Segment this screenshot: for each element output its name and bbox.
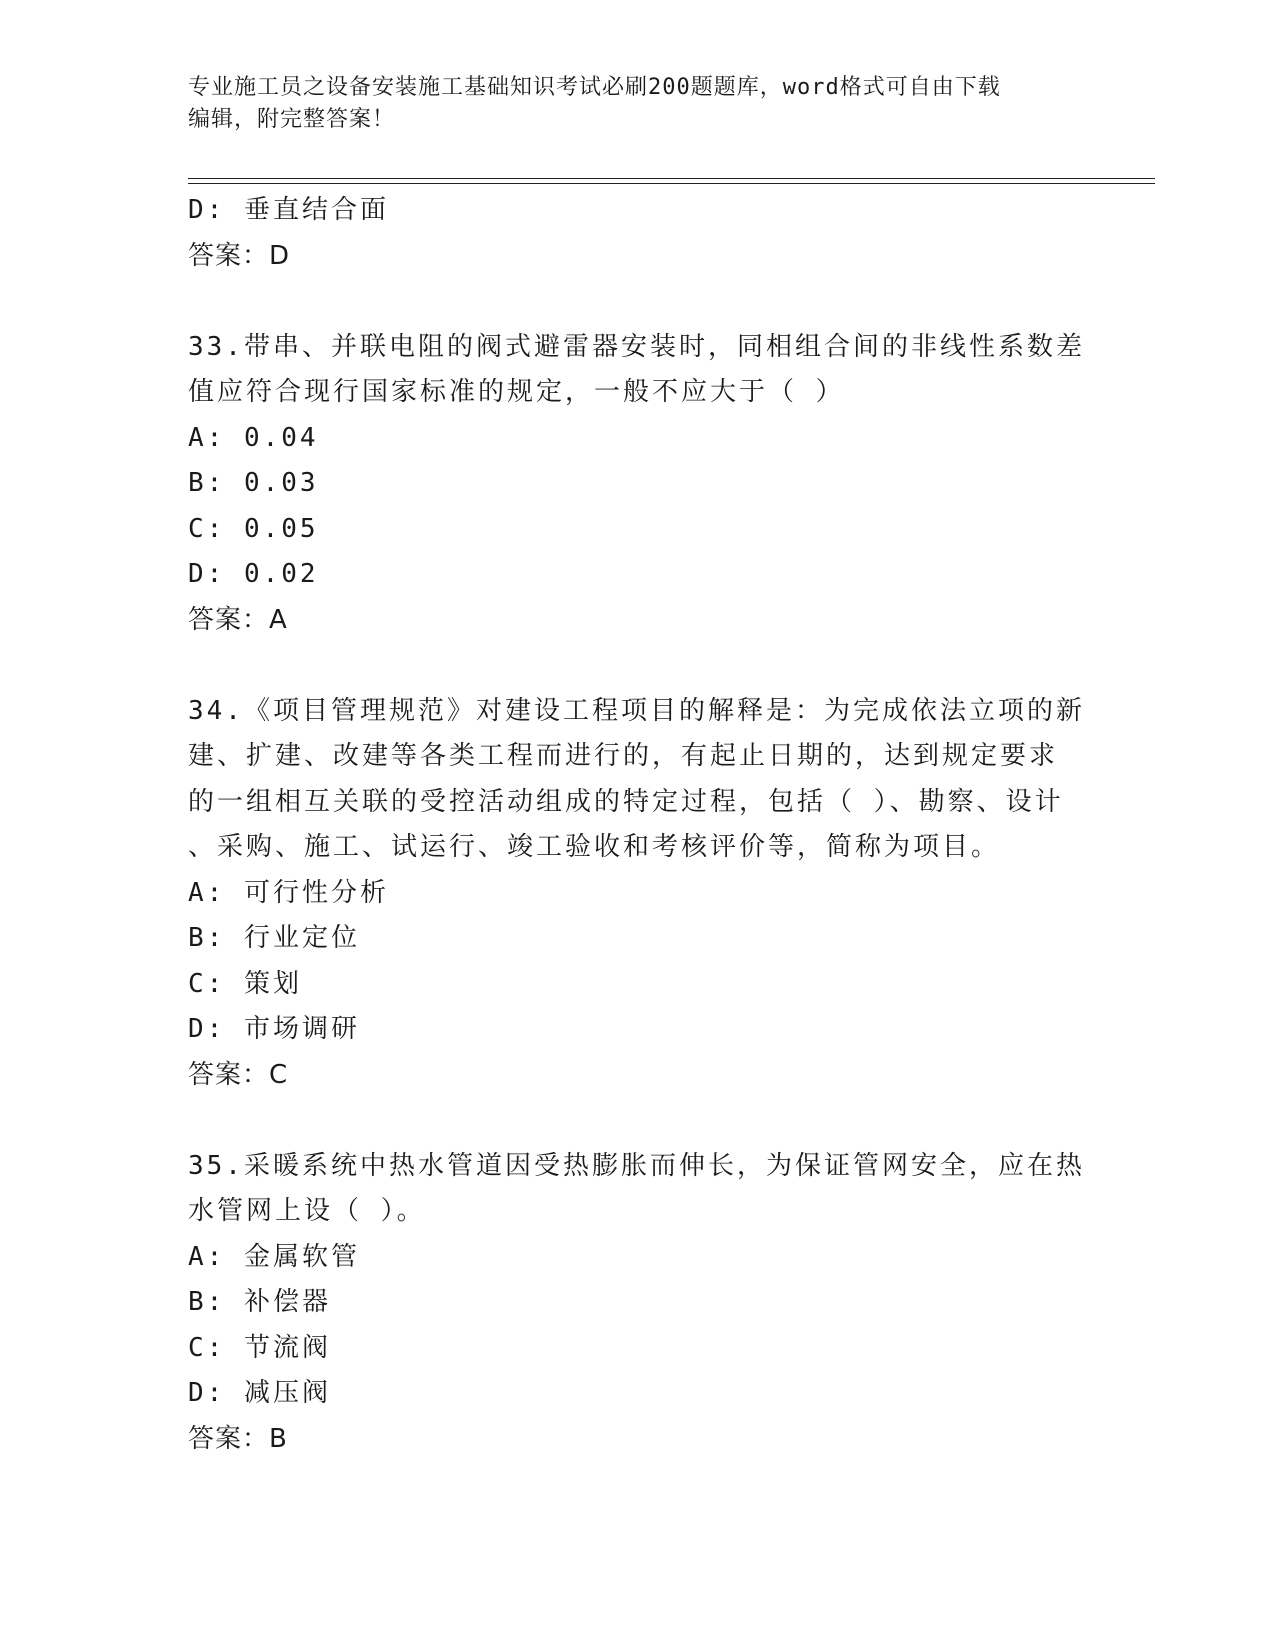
header-divider-top — [188, 178, 1155, 179]
question-34-option-a: A: 可行性分析 — [188, 877, 389, 908]
question-33-option-c: C: 0.05 — [188, 513, 319, 544]
question-33 — [188, 325, 1085, 644]
header-title-line-2: 编辑，附完整答案！ — [188, 107, 396, 132]
document-header — [188, 72, 1088, 136]
question-35-text-line-2: 水管网上设（ ）。 — [188, 1196, 426, 1226]
question-35-option-c: C: 节流阀 — [188, 1332, 331, 1363]
question-35 — [188, 1144, 1085, 1463]
question-35-text-line-1: 35.采暖系统中热水管道因受热膨胀而伸长，为保证管网安全，应在热 — [188, 1150, 1085, 1181]
question-33-option-a: A: 0.04 — [188, 422, 319, 453]
prev-answer: 答案：D — [188, 240, 291, 271]
spacer — [188, 1098, 1068, 1144]
question-35-option-b: B: 补偿器 — [188, 1287, 331, 1317]
question-34-option-d: D: 市场调研 — [188, 1014, 360, 1044]
header-title-line-1: 专业施工员之设备安装施工基础知识考试必刷200题题库，word格式可自由下载 — [188, 75, 1001, 100]
question-34-answer: 答案：C — [188, 1059, 289, 1090]
question-34-text-line-4: 、采购、施工、试运行、竣工验收和考核评价等，简称为项目。 — [188, 832, 1001, 862]
spacer — [188, 279, 1068, 325]
spacer — [188, 643, 1068, 689]
question-33-text-line-1: 33.带串、并联电阻的阀式避雷器安装时，同相组合间的非线性系数差 — [188, 331, 1085, 362]
question-33-option-d: D: 0.02 — [188, 559, 319, 589]
prev-option-d: D: 垂直结合面 — [188, 195, 389, 225]
question-35-option-d: D: 减压阀 — [188, 1378, 331, 1408]
question-list — [188, 188, 1085, 1462]
question-34 — [188, 689, 1085, 1099]
question-34-option-b: B: 行业定位 — [188, 923, 360, 953]
header-divider-bottom — [188, 183, 1155, 184]
question-33-text-line-2: 值应符合现行国家标准的规定，一般不应大于（ ） — [188, 377, 845, 407]
question-33-option-b: B: 0.03 — [188, 468, 319, 498]
question-35-answer: 答案：B — [188, 1423, 288, 1454]
question-34-text-line-3: 的一组相互关联的受控活动组成的特定过程，包括（ ）、勘察、设计 — [188, 786, 1064, 817]
question-35-option-a: A: 金属软管 — [188, 1241, 360, 1272]
question-34-option-c: C: 策划 — [188, 968, 302, 999]
question-34-text-line-1: 34.《项目管理规范》对建设工程项目的解释是：为完成依法立项的新 — [188, 695, 1085, 726]
question-33-answer: 答案：A — [188, 604, 288, 635]
question-34-text-line-2: 建、扩建、改建等各类工程而进行的，有起止日期的，达到规定要求 — [188, 741, 1059, 771]
